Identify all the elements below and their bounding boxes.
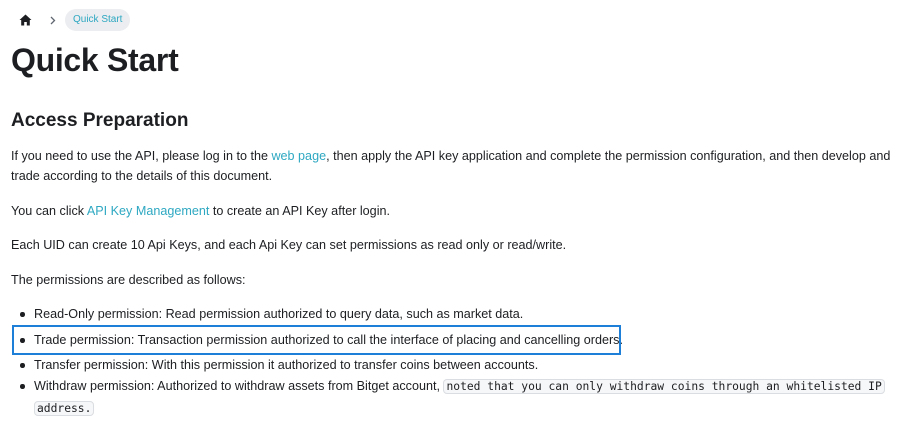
permission-trade: Trade permission: Transaction permission authorized to call the interface of placing and cancelling orders. [34,333,623,347]
click-text-before: You can click [11,204,87,218]
bullet [20,384,25,389]
api-key-management-link[interactable]: API Key Management [86,204,210,218]
section-title: Access Preparation [11,110,189,131]
whitelist-code: noted that you can only withdraw coins through an whitelisted IP [443,379,884,394]
whitelist-code-cont: address. [34,401,94,416]
uid-paragraph: Each UID can create 10 Api Keys, and each Api Key can set permissions as read only or read/write. [11,238,567,252]
bullet [20,312,25,317]
web-page-link[interactable]: web page [271,149,327,163]
page-title: Quick Start [11,42,179,78]
bullet [20,363,25,368]
permissions-list [11,304,891,420]
breadcrumb-current[interactable]: Quick Start [65,9,130,31]
api-key-paragraph [11,201,891,221]
permission-read-only: Read-Only permission: Read permission authorized to query data, such as market data. [34,307,524,321]
list-item [11,304,891,325]
intro-text-after: , then apply the API key application and complete the permission configuration, and then develop and trade according to the details of this document. [11,149,891,183]
list-item [11,355,891,376]
bullet [20,338,25,343]
permissions-intro: The permissions are described as follows: [11,273,246,287]
intro-paragraph [11,146,891,186]
breadcrumb [18,8,130,32]
home-icon[interactable] [18,13,32,27]
click-text-after: to create an API Key after login. [209,204,390,218]
list-item [11,376,891,420]
chevron-right-icon [48,13,58,27]
permission-transfer: Transfer permission: With this permission it authorized to transfer coins between accounts. [34,358,539,372]
permission-withdraw: Withdraw permission: Authorized to withdraw assets from Bitget account, [34,379,444,393]
intro-text-before: If you need to use the API, please log in to the [11,149,272,163]
list-item-highlighted [14,327,623,353]
